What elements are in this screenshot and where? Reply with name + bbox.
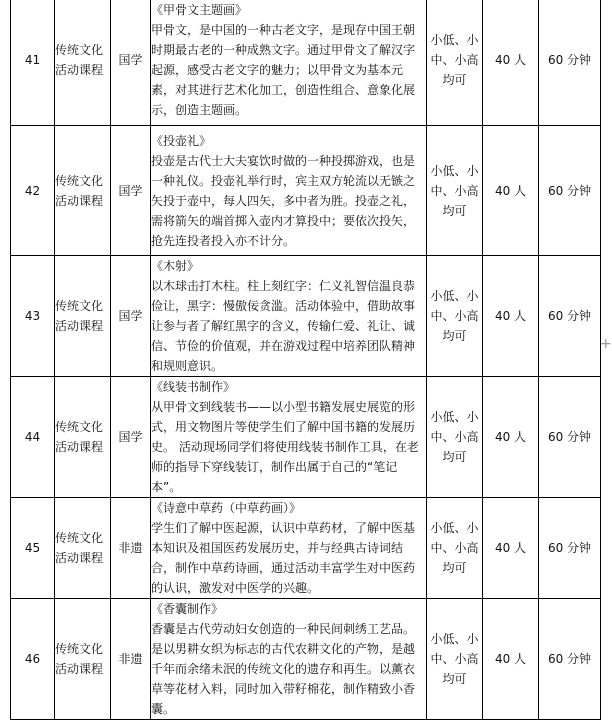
course-title: 《线装书制作》 (151, 380, 236, 394)
grade-level: 小低、小中、小高均可 (427, 0, 483, 126)
course-body: 投壶是古代士大夫宴饮时做的一种投掷游戏，也是一种礼仪。投壶礼举行时，宾主双方轮流以无镞之矢投于壶中，每人四矢，多中者为胜。投壶之礼，需将箭矢的端首掷入壶内才算投中；要依次投矢，抢先连投者投入亦不计分。 (151, 153, 416, 248)
course-description (151, 256, 427, 377)
duration: 60 分钟 (539, 0, 601, 126)
row-number: 44 (11, 377, 55, 498)
class-size: 40 人 (483, 377, 539, 498)
course-body: 香囊是古代劳动妇女创造的一种民间刺绣工艺品。 是以男耕女织为标志的古代农耕文化的产物，是越千年而余绪未泯的传统文化的遗存和再生。以薰衣草等花材入料，同时加入带籽棉花，制作精致小香囊。 (151, 622, 416, 716)
course-description (151, 377, 427, 498)
course-description (151, 0, 427, 126)
course-category: 非遗 (111, 498, 151, 599)
course-type: 传统文化活动课程 (55, 599, 111, 720)
course-type: 传统文化活动课程 (55, 377, 111, 498)
course-description (151, 126, 427, 256)
course-category: 国学 (111, 256, 151, 377)
duration: 60 分钟 (539, 126, 601, 256)
course-body: 甲骨文，是中国的一种古老文字，是现存中国王朝时期最古老的一种成熟文字。通过甲骨文了解汉字起源，感受古老文字的魅力；以甲骨文为基本元素，对其进行艺术化加工，创造性组合、意象化展示，创造主题画。 (151, 23, 416, 117)
class-size: 40 人 (483, 498, 539, 599)
table-row (11, 126, 601, 256)
grade-level: 小低、小中、小高均可 (427, 599, 483, 720)
row-number: 43 (11, 256, 55, 377)
table-row (11, 599, 601, 720)
grade-level: 小低、小中、小高均可 (427, 126, 483, 256)
course-type: 传统文化活动课程 (55, 0, 111, 126)
row-number: 45 (11, 498, 55, 599)
class-size: 40 人 (483, 256, 539, 377)
class-size: 40 人 (483, 126, 539, 256)
course-title: 《诗意中草药（中草药画）》 (151, 501, 302, 515)
table-row (11, 377, 601, 498)
class-size: 40 人 (483, 0, 539, 126)
course-body: 以木球击打木柱。柱上刻红字：仁义礼智信温良恭俭让，黑字：慢傲佞贪滥。活动体验中，借助故事让参与者了解红黑字的含义，传输仁爱、礼让、诚信、节俭的价值观，并在游戏过程中培养团队精神和规则意识。 (151, 279, 416, 373)
table-row (11, 256, 601, 377)
table-row (11, 0, 601, 126)
course-title: 《甲骨文主题画》 (151, 3, 248, 17)
duration: 60 分钟 (539, 377, 601, 498)
course-category: 国学 (111, 0, 151, 126)
duration: 60 分钟 (539, 256, 601, 377)
course-description (151, 498, 427, 599)
course-body: 学生们了解中医起源，认识中草药材，了解中医基本知识及祖国医药发展历史，并与经典古诗词结合，制作中草药诗画，通过活动丰富学生对中医药的认识，激发对中医学的兴趣。 (151, 521, 416, 595)
course-category: 国学 (111, 126, 151, 256)
course-category: 非遗 (111, 599, 151, 720)
grade-level: 小低、小中、小高均可 (427, 498, 483, 599)
grade-level: 小低、小中、小高均可 (427, 377, 483, 498)
course-title: 《木射》 (151, 259, 200, 273)
class-size: 40 人 (483, 599, 539, 720)
course-title: 《投壶礼》 (151, 133, 212, 148)
grade-level: 小低、小中、小高均可 (427, 256, 483, 377)
course-table (10, 0, 601, 720)
duration: 60 分钟 (539, 599, 601, 720)
course-body: 从甲骨文到线装书——以小型书籍发展史展览的形式，用文物图片等使学生们了解中国书籍的发展历史。 活动现场同学们将使用线装书制作工具，在老师的指导下穿线装订，制作出属于自己的“笔记本”。 (151, 400, 419, 494)
row-number: 46 (11, 599, 55, 720)
margin-plus-marker: + (600, 336, 612, 352)
duration: 60 分钟 (539, 498, 601, 599)
course-description (151, 599, 427, 720)
course-title: 《香囊制作》 (151, 602, 224, 616)
course-type: 传统文化活动课程 (55, 498, 111, 599)
course-category: 国学 (111, 377, 151, 498)
course-type: 传统文化活动课程 (55, 126, 111, 256)
row-number: 42 (11, 126, 55, 256)
course-type: 传统文化活动课程 (55, 256, 111, 377)
row-number: 41 (11, 0, 55, 126)
table-body (11, 0, 601, 720)
table-row (11, 498, 601, 599)
